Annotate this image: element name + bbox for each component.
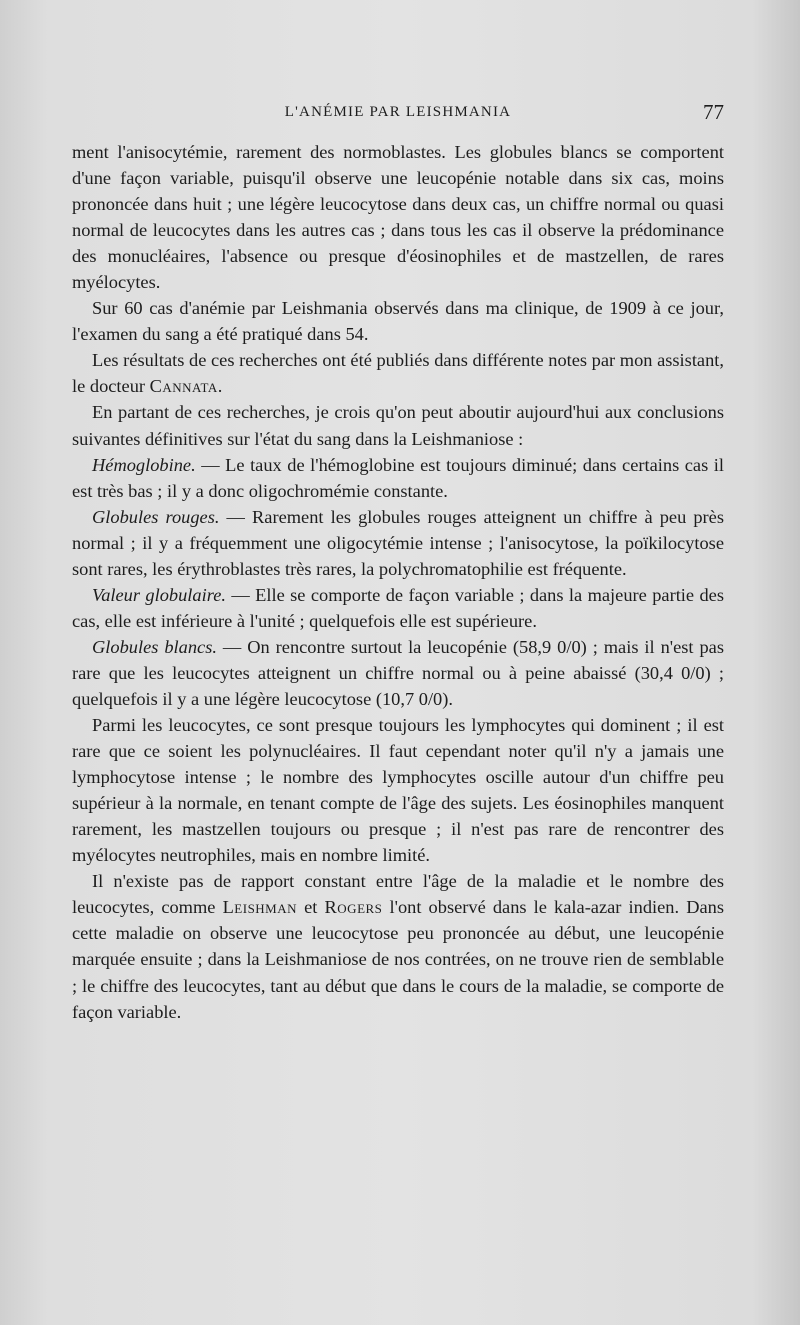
paragraph-text: En partant de ces recherches, je crois qu'on peut aboutir aujourd'hui aux conclusions suivantes définitives sur l'état du sang dans la Leishmaniose : — [72, 402, 724, 449]
paragraph-text: — Elle se comporte de façon variable ; dans la majeure partie des cas, elle est inférieure à l'unité ; quelquefois elle est supérieure. — [72, 584, 724, 631]
running-head — [72, 100, 724, 130]
paragraph-leucocytes — [72, 712, 724, 868]
page-number: 77 — [703, 100, 724, 124]
paragraph-globules-rouges — [72, 504, 724, 582]
paragraph-text: et — [297, 897, 325, 918]
paragraph-text: Sur 60 cas d'anémie par Leishmania observés dans ma clinique, de 1909 à ce jour, l'examen du sang a été pratiqué dans 54. — [72, 298, 724, 345]
paragraph-text: — On rencontre surtout la leucopénie (58,9 0/0) ; mais il n'est pas rare que les leucocytes atteignent un chiffre normal ou à peine abaissé (30,4 0/0) ; quelquefois il y a une légère leucocytose (10,7 0/0). — [72, 636, 724, 709]
author-name-cannata: Cannata — [149, 376, 218, 397]
section-heading-globules-blancs: Globules blancs. — [92, 636, 217, 657]
paragraph-globules-blancs — [72, 634, 724, 712]
paragraph-text: l'ont observé dans le kala-azar indien. Dans cette maladie on observe une leucocytose peu prononcée au début, une leucopénie marquée ensuite ; dans la Leishmaniose de nos contrées, on ne trouve rien de semblable ; le chiffre des leucocytes, tant au début que dans le cours de la maladie, se comporte de façon variable. — [72, 897, 725, 1022]
paragraph-text: Les résultats de ces recherches ont été publiés dans différente notes par mon assistant, le docteur — [72, 350, 724, 397]
section-heading-hemoglobine: Hémoglobine. — [92, 454, 196, 475]
paragraph-text: Il n'existe pas de rapport constant entre l'âge de la maladie et le nombre des leucocytes, comme — [72, 871, 724, 918]
paragraph-text: ment l'anisocytémie, rarement des normoblastes. Les globules blancs se comportent d'une façon variable, puisqu'il observe une leucopénie notable dans six cas, moins prononcée dans huit ; une légère leucocytose dans deux cas, un chiffre normal ou quasi normal de leucocytes dans les autres cas ; dans tous les cas il observe la prédominance des monucléaires, l'absence ou presque d'éosinophiles et de mastzellen, de rares myélocytes. — [72, 142, 724, 293]
section-heading-valeur-globulaire: Valeur globulaire. — [92, 584, 226, 605]
paragraph-conclusions-intro — [72, 399, 724, 451]
running-title: L'ANÉMIE PAR LEISHMANIA — [284, 104, 512, 120]
paragraph-text: — Rarement les globules rouges atteignent un chiffre à peu près normal ; il y a fréquemment une oligocytémie intense ; l'anisocytose, la poïkilocytose sont rares, les érythroblastes très rares, la polychromatophilie est fréquente. — [72, 506, 724, 579]
paragraph-continuation — [72, 139, 724, 295]
paragraph-hemoglobine — [72, 452, 724, 504]
paragraph-text: . — [217, 376, 223, 397]
body-text — [72, 139, 724, 1025]
paragraph-sample-count — [72, 295, 724, 347]
section-heading-globules-rouges: Globules rouges. — [92, 506, 220, 527]
paragraph-text: — Le taux de l'hémoglobine est toujours diminué; dans certains cas il est très bas ; il y a donc oligochromémie constante. — [72, 454, 724, 501]
paragraph-kala-azar — [72, 868, 724, 1024]
paragraph-text: Parmi les leucocytes, ce sont presque toujours les lymphocytes qui dominent ; il est rare que ce soient les polynucléaires. Il faut cependant noter qu'il n'y a jamais une lymphocytose intense ; le nombre des lymphocytes oscille autour d'un chiffre peu supérieur à la normale, en tenant compte de l'âge des sujets. Les éosinophiles manquent rarement, les mastzellen toujours ou presque ; il n'est pas rare de rencontrer des myélocytes neutrophiles, mais en nombre limité. — [72, 715, 724, 866]
paragraph-publications — [72, 347, 724, 399]
paragraph-valeur-globulaire — [72, 582, 724, 634]
author-name-leishman: Leishman — [222, 897, 298, 918]
author-name-rogers: Rogers — [324, 897, 383, 918]
